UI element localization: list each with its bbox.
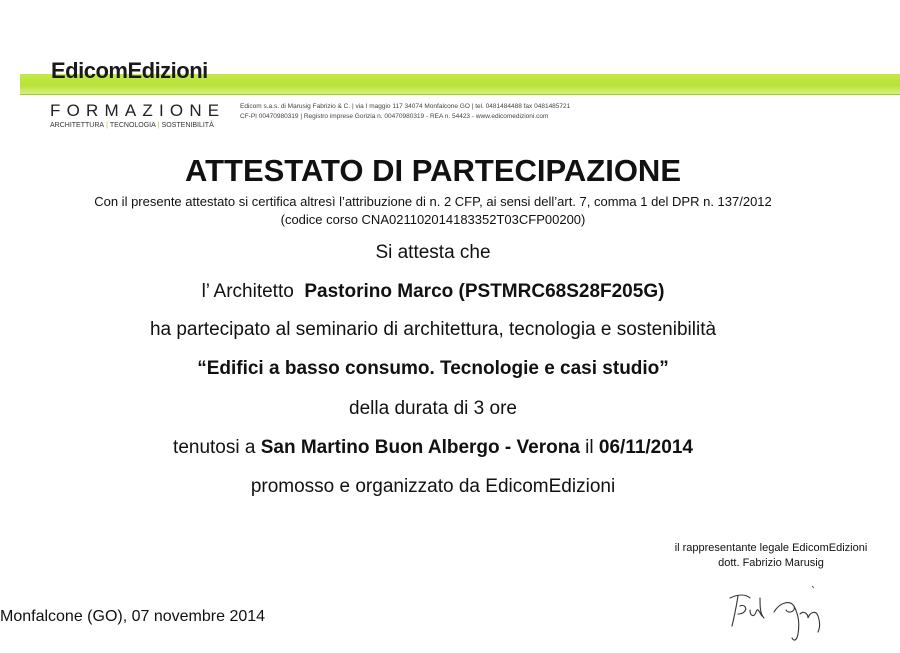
place-date: Monfalcone (GO), 07 novembre 2014 xyxy=(0,608,266,625)
signatory-role: il rappresentante legale EdicomEdizioni xyxy=(674,542,868,554)
person-prefix: l’ Architetto xyxy=(201,281,294,302)
duration-line: della durata di 3 ore xyxy=(349,398,517,419)
tag-sostenibilita: SOSTENIBILITÀ xyxy=(161,122,214,129)
organizer-line: promosso e organizzato da EdicomEdizioni xyxy=(250,476,616,497)
tag-separator: | xyxy=(106,122,108,129)
handwritten-signature xyxy=(724,584,828,646)
participation-line: ha partecipato al seminario di architettura, tecnologia e sostenibilità xyxy=(149,319,717,340)
tag-architettura: ARCHITETTURA xyxy=(50,122,105,129)
tag-separator: | xyxy=(157,122,160,129)
formazione-label: FORMAZIONE xyxy=(50,101,226,120)
course-code: (codice corso CNA021102014183352T03CFP00200) xyxy=(280,212,586,227)
certificate-intro: Con il presente attestato si certifica altresì l’attribuzione di n. 2 CFP, ai sensi dell’art. 7, comma 1 del DPR n. 137/2012 xyxy=(94,194,772,209)
person-line xyxy=(0,281,866,303)
attesta-line: Si attesta che xyxy=(375,242,491,263)
signatory-block xyxy=(640,541,900,571)
held-mid: il xyxy=(585,437,594,458)
held-line xyxy=(0,437,866,459)
event-date: 06/11/2014 xyxy=(598,437,693,458)
event-location: San Martino Buon Albergo - Verona xyxy=(260,437,580,458)
held-prefix: tenutosi a xyxy=(173,437,256,458)
signatory-name: dott. Fabrizio Marusig xyxy=(718,557,824,569)
seminar-title: “Edifici a basso consumo. Tecnologie e casi studio” xyxy=(197,358,669,379)
company-address-line: Edicom s.a.s. di Marusig Fabrizio & C. | via I maggio 117 34074 Monfalcone GO | tel. 0481484488 fax 0481485721 xyxy=(240,103,571,110)
person-name: Pastorino Marco (PSTMRC68S28F205G) xyxy=(304,281,665,302)
company-info xyxy=(240,102,570,122)
subject-tags xyxy=(50,122,214,129)
certificate-title: ATTESTATO DI PARTECIPAZIONE xyxy=(185,153,681,188)
company-registry-line: CF-PI 00470980319 | Registro imprese Gorizia n. 00470980319 - REA n. 54423 - www.edicomedizioni.com xyxy=(240,113,549,120)
brand-logo: EdicomEdizioni xyxy=(51,58,208,83)
tag-tecnologia: TECNOLOGIA xyxy=(109,122,156,129)
header-divider xyxy=(20,94,900,95)
